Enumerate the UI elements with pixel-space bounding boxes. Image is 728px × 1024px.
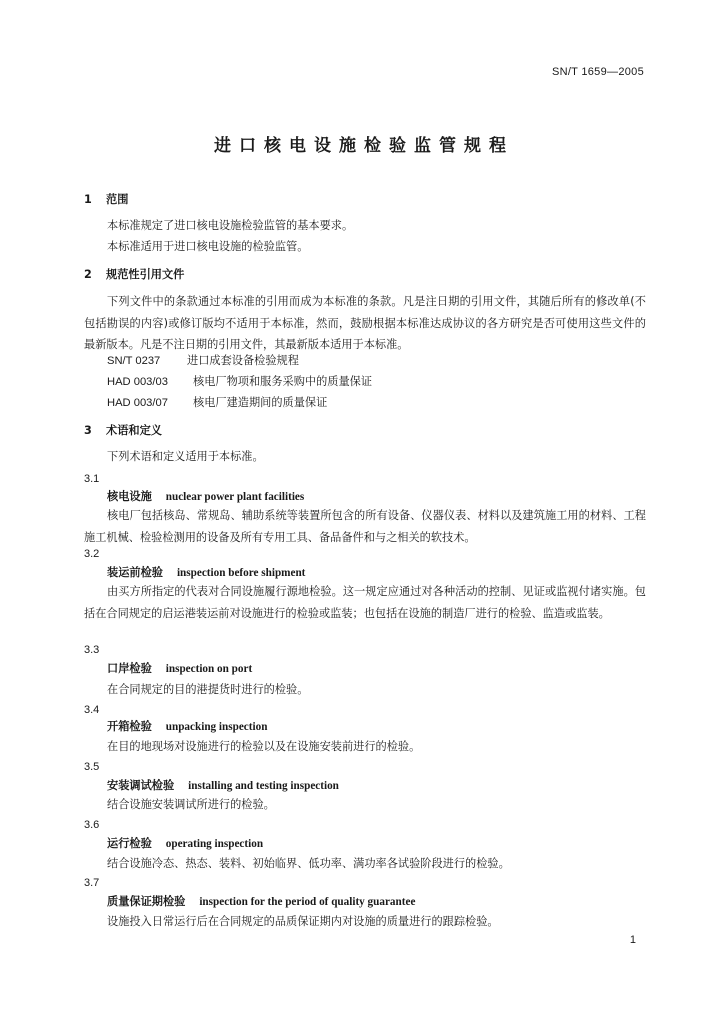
term-en: inspection on port: [165, 663, 253, 675]
section-title: 规范性引用文件: [106, 268, 185, 281]
term-zh: 开箱检验: [107, 720, 152, 733]
term-definition: 结合设施冷态、热态、装料、初始临界、低功率、满功率各试验阶段进行的检验。: [107, 857, 510, 870]
section-1-line-1: 本标准规定了进口核电设施检验监管的基本要求。: [107, 219, 354, 232]
standard-code: SN/T 1659—2005: [551, 66, 644, 78]
section-1-line-2: 本标准适用于进口核电设施的检验监管。: [107, 240, 309, 253]
reference-title: 进口成套设备检验规程: [187, 354, 299, 367]
section-number: 3: [84, 424, 92, 437]
term-en: inspection before shipment: [176, 567, 306, 579]
term-number: 3.5: [84, 761, 100, 773]
section-title: 范围: [106, 193, 129, 206]
section-3-intro: 下列术语和定义适用于本标准。: [107, 450, 264, 463]
term-number: 3.4: [84, 704, 100, 716]
term-heading: [107, 837, 263, 851]
term-heading: [107, 566, 305, 580]
term-en: installing and testing inspection: [188, 780, 339, 792]
section-number: 2: [84, 268, 92, 281]
reference-code: HAD 003/07: [107, 397, 168, 409]
term-zh: 质量保证期检验: [107, 895, 186, 908]
term-definition: 由买方所指定的代表对合同设施履行源地检验。这一规定应通过对各种活动的控制、见证或监视付诸实施。包括在合同规定的启运港装运前对设施进行的检验或监装；也包括在设施的制造厂进行的检验、监造或监装。: [84, 585, 646, 620]
term-zh: 口岸检验: [107, 662, 152, 675]
term-number: 3.7: [84, 877, 100, 889]
term-en: nuclear power plant facilities: [165, 491, 305, 503]
term-heading: [107, 662, 252, 676]
section-title: 术语和定义: [106, 424, 162, 437]
term-definition: 结合设施安装调试所进行的检验。: [107, 798, 275, 811]
term-en: inspection for the period of quality guarantee: [199, 896, 416, 908]
section-number: 1: [84, 193, 92, 206]
reference-title: 核电厂物项和服务采购中的质量保证: [193, 375, 373, 388]
term-heading: [107, 895, 415, 909]
term-definition: 在合同规定的目的港提货时进行的检验。: [107, 683, 309, 696]
section-3-heading: [84, 424, 162, 438]
section-2-heading: [84, 268, 184, 282]
term-number: 3.3: [84, 644, 100, 656]
term-definition: 设施投入日常运行后在合同规定的品质保证期内对设施的质量进行的跟踪检验。: [107, 915, 499, 928]
reference-item: [107, 354, 299, 368]
term-en: unpacking inspection: [165, 721, 268, 733]
section-2-paragraph: 下列文件中的条款通过本标准的引用而成为本标准的条款。凡是注日期的引用文件，其随后所有的修改单(不包括勘误的内容)或修订版均不适用于本标准，然而，鼓励根据本标准达成协议的各方研究是否可使用这些文件的最新版本。凡是不注日期的引用文件，其最新版本适用于本标准。: [84, 295, 646, 351]
term-zh: 运行检验: [107, 837, 152, 850]
term-zh: 核电设施: [107, 490, 152, 503]
reference-item: [107, 375, 372, 389]
term-heading: [107, 490, 304, 504]
term-definition: 在目的地现场对设施进行的检验以及在设施安装前进行的检验。: [107, 740, 421, 753]
term-definition: 核电厂包括核岛、常规岛、辅助系统等装置所包含的所有设备、仪器仪表、材料以及建筑施工用的材料、工程施工机械、检验检测用的设备及所有专用工具、备品备件和与之相关的软技术。: [84, 509, 646, 544]
term-en: operating inspection: [165, 838, 264, 850]
term-number: 3.6: [84, 819, 100, 831]
term-zh: 装运前检验: [107, 566, 163, 579]
reference-item: [107, 396, 327, 410]
term-heading: [107, 720, 267, 734]
term-zh: 安装调试检验: [107, 779, 175, 792]
reference-title: 核电厂建造期间的质量保证: [193, 396, 328, 409]
term-heading: [107, 779, 339, 793]
section-1-heading: [84, 193, 128, 207]
reference-code: HAD 003/03: [107, 376, 168, 388]
reference-code: SN/T 0237: [107, 355, 161, 367]
term-number: 3.1: [84, 473, 100, 485]
page-number: 1: [629, 934, 636, 946]
document-title: 进口核电设施检验监管规程: [214, 136, 514, 156]
term-number: 3.2: [84, 548, 100, 560]
